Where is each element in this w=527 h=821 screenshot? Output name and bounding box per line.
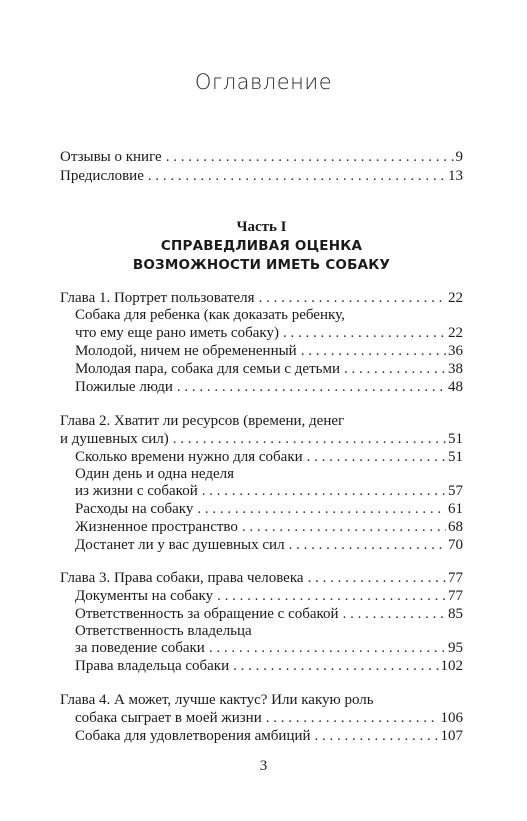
entry-page: 95 [448, 640, 463, 656]
entry-page: 13 [448, 168, 463, 184]
entry-title: Молодой, ничем не обремененный [75, 343, 297, 359]
entry-page: 38 [448, 361, 463, 377]
toc-entry-chapter-2[interactable] [60, 412, 463, 431]
entry-title: Документы на собаку [75, 588, 214, 604]
dot-leader [315, 727, 439, 746]
entry-page: 77 [448, 570, 463, 586]
entry-page: 22 [448, 325, 463, 341]
toc-entry-section-1-2[interactable] [75, 342, 463, 361]
toc-entry-section-2-4[interactable] [75, 518, 463, 537]
dot-leader [266, 709, 439, 728]
entry-title: Глава 2. Хватит ли ресурсов (времени, денег [60, 413, 345, 429]
entry-title: Отзывы о книге [60, 149, 162, 165]
toc-entry-section-3-1[interactable] [75, 587, 463, 606]
entry-title: Собака для удовлетворения амбиций [75, 728, 311, 744]
dot-leader [301, 342, 446, 361]
entry-title-continued: что ему еще рано иметь собаку) [75, 325, 279, 341]
entry-page: 102 [440, 658, 463, 674]
toc-entry-section-2-3[interactable] [75, 500, 463, 519]
entry-title: Сколько времени нужно для собаки [75, 449, 303, 465]
entry-title: Достанет ли у вас душевных сил [75, 537, 285, 553]
toc-entry-reviews[interactable] [60, 148, 463, 167]
part-title-line1: СПРАВЕДЛИВАЯ ОЦЕНКА [160, 238, 363, 254]
toc-entry-section-1-1[interactable] [75, 306, 463, 325]
entry-title-continued: собака сыграет в моей жизни [75, 710, 262, 726]
toc-entry-chapter-4[interactable] [60, 691, 463, 710]
dot-leader [344, 360, 446, 379]
entry-page: 48 [448, 379, 463, 395]
toc-entry-section-1-1-cont[interactable] [75, 324, 463, 343]
entry-title: Ответственность владельца [75, 623, 252, 639]
dot-leader [217, 587, 446, 606]
entry-page: 36 [448, 343, 463, 359]
toc-entry-section-4-1[interactable] [75, 727, 463, 746]
entry-title: Собака для ребенка (как доказать ребенку, [75, 307, 345, 323]
entry-title: Пожилые люди [75, 379, 173, 395]
entry-title: Расходы на собаку [75, 501, 194, 517]
entry-title: Ответственность за обращение с собакой [75, 606, 339, 622]
entry-title: Глава 4. А может, лучше кактус? Или какую роль [60, 692, 374, 708]
entry-page: 70 [448, 537, 463, 553]
toc-entry-section-3-3-cont[interactable] [75, 639, 463, 658]
dot-leader [197, 500, 446, 519]
entry-page: 106 [440, 710, 463, 726]
toc-entry-section-2-5[interactable] [75, 536, 463, 555]
entry-title: Молодая пара, собака для семьи с детьми [75, 361, 341, 377]
dot-leader [283, 324, 446, 343]
dot-leader [209, 639, 446, 658]
entry-page: 57 [448, 483, 463, 499]
dot-leader [202, 482, 446, 501]
toc-entry-section-2-2-cont[interactable] [75, 482, 463, 501]
toc-heading: Оглавление [194, 70, 333, 94]
entry-page: 85 [448, 606, 463, 622]
entry-title: Предисловие [60, 168, 144, 184]
toc-entry-preface[interactable] [60, 167, 463, 186]
dot-leader [233, 657, 438, 676]
dot-leader [166, 148, 454, 167]
entry-page: 77 [448, 588, 463, 604]
page-number: 3 [259, 758, 268, 774]
dot-leader [242, 518, 446, 537]
dot-leader [308, 569, 446, 588]
entry-page: 107 [440, 728, 463, 744]
dot-leader [173, 430, 446, 449]
toc-entry-section-1-4[interactable] [75, 378, 463, 397]
dot-leader [289, 536, 446, 555]
entry-page: 51 [448, 431, 463, 447]
dot-leader [148, 167, 446, 186]
entry-title-continued: и душевных сил) [60, 431, 169, 447]
toc-entry-chapter-2-cont[interactable] [60, 430, 463, 449]
entry-page: 22 [448, 290, 463, 306]
entry-title: Права владельца собаки [75, 658, 230, 674]
entry-page: 9 [455, 149, 463, 165]
part-label: Часть I [236, 219, 287, 235]
entry-title: Жизненное пространство [75, 519, 238, 535]
entry-page: 51 [448, 449, 463, 465]
entry-title: Глава 3. Права собаки, права человека [60, 570, 304, 586]
entry-title-continued: из жизни с собакой [75, 483, 198, 499]
part-title-line2: ВОЗМОЖНОСТИ ИМЕТЬ СОБАКУ [132, 257, 391, 273]
dot-leader [177, 378, 446, 397]
entry-title: Глава 1. Портрет пользователя [60, 290, 255, 306]
toc-entry-section-3-4[interactable] [75, 657, 463, 676]
entry-page: 68 [448, 519, 463, 535]
toc-entry-chapter-4-cont[interactable] [75, 709, 463, 728]
entry-page: 61 [448, 501, 463, 517]
entry-title-continued: за поведение собаки [75, 640, 205, 656]
entry-title: Один день и одна неделя [75, 466, 235, 482]
toc-entry-chapter-3[interactable] [60, 569, 463, 588]
toc-entry-section-1-3[interactable] [75, 360, 463, 379]
